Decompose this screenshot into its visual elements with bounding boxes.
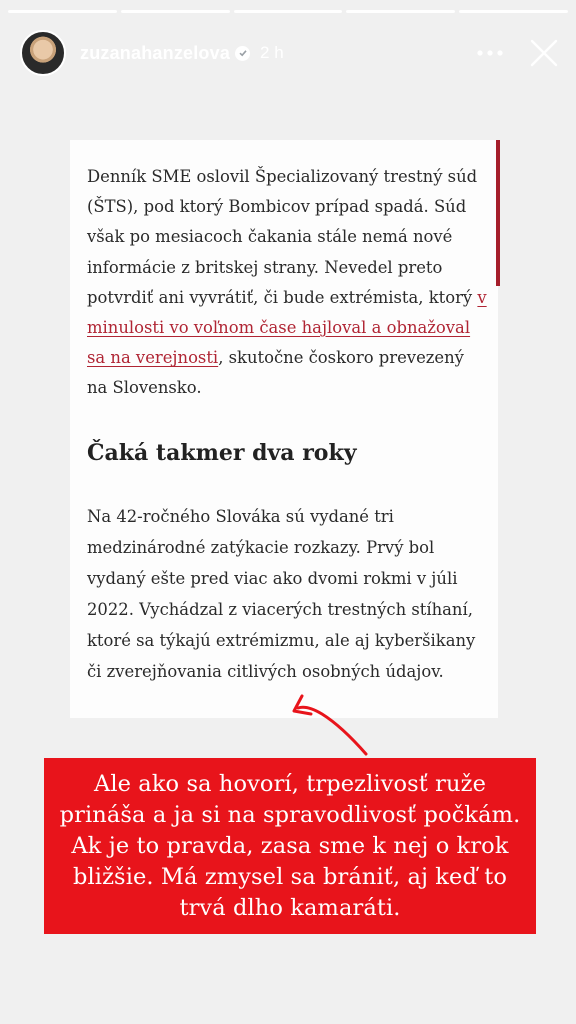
verified-badge-icon xyxy=(235,46,250,61)
progress-segment xyxy=(121,10,230,13)
article-link[interactable]: v minulosti vo voľnom čase hajloval a obnažoval sa na verejnosti xyxy=(87,287,487,368)
progress-segment xyxy=(234,10,343,13)
article-paragraph-1 xyxy=(87,162,487,404)
close-icon[interactable] xyxy=(526,35,562,71)
username[interactable]: zuzanahanzelova xyxy=(80,42,231,63)
progress-segment xyxy=(346,10,455,13)
story-caption-box xyxy=(44,758,536,934)
article-accent-bar xyxy=(496,140,500,286)
red-arrow-annotation xyxy=(280,680,380,760)
paragraph-text: Denník SME oslovil Špecializovaný trestný súd (ŠTS), pod ktorý Bombicov prípad spadá. Súd však po mesiacoch čakania stále nemá nové informácie z britskej strany. Nevedel preto potvrdiť ani vyvrátiť, či bude extrémista, ktorý xyxy=(87,167,478,307)
story-progress-bar xyxy=(8,10,568,13)
more-options-icon[interactable] xyxy=(472,35,508,71)
story-header xyxy=(20,28,562,78)
timestamp: 2 h xyxy=(260,43,284,62)
article-paragraph-2: Na 42-ročného Slováka sú vydané tri medzinárodné zatýkacie rozkazy. Prvý bol vydaný ešte pred viac ako dvomi rokmi v júli 2022. Vychádzal z viacerých trestných stíhaní, ktoré sa týkajú extrémizmu, ale aj kyberšikany či zverejňovania citlivých osobných údajov. xyxy=(87,507,476,681)
progress-segment xyxy=(459,10,568,13)
story-caption-text: Ale ako sa hovorí, trpezlivosť ruže prináša a ja si na spravodlivosť počkám. Ak je to pravda, zasa sme k nej o krok bližšie. Má zmysel sa brániť, aj keď to trvá dlho kamaráti. xyxy=(59,770,521,921)
avatar[interactable] xyxy=(20,30,66,76)
progress-segment xyxy=(8,10,117,13)
article-heading: Čaká takmer dva roky xyxy=(87,440,357,466)
paragraph-text: , skutočne čoskoro prevezený na Slovensko. xyxy=(87,348,464,398)
